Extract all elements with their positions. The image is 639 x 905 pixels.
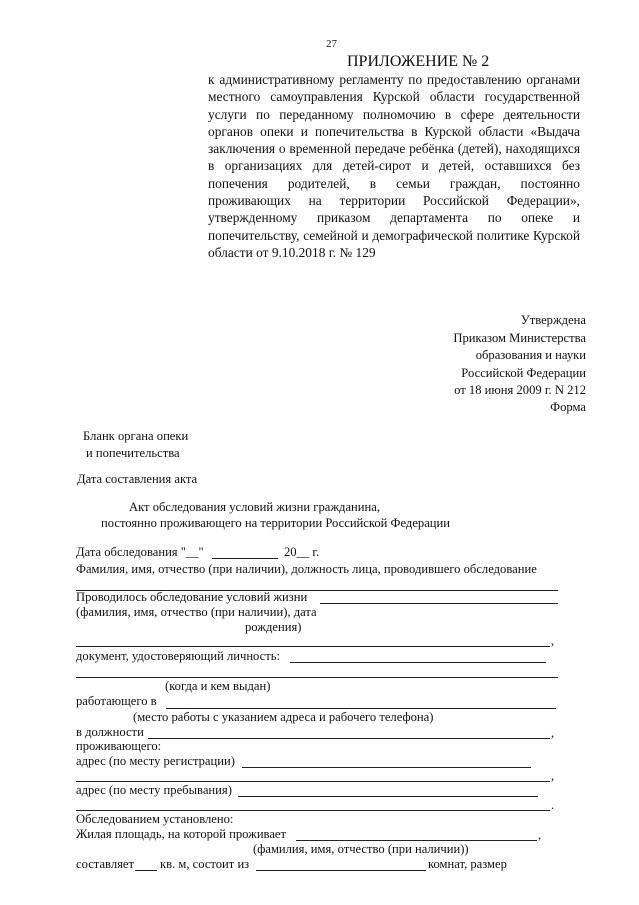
approval-block bbox=[453, 312, 586, 400]
act-title-line1: Акт обследования условий жизни гражданина, bbox=[129, 500, 380, 514]
addr-stay-blank-2[interactable] bbox=[76, 810, 550, 811]
exam-date-year: 20__ г. bbox=[284, 545, 320, 559]
page-number: 27 bbox=[326, 38, 337, 50]
conducted-blank[interactable] bbox=[320, 603, 558, 604]
id-document-blank[interactable] bbox=[290, 662, 546, 663]
rooms-blank[interactable] bbox=[256, 870, 426, 871]
addr-reg-label: адрес (по месту регистрации) bbox=[76, 754, 235, 768]
act-date-label: Дата составления акта bbox=[77, 472, 198, 486]
living-space-blank[interactable] bbox=[296, 840, 537, 841]
workplace-hint: (место работы с указанием адреса и рабочего телефона) bbox=[133, 710, 434, 724]
citizen-blank[interactable] bbox=[76, 646, 550, 647]
area-blank[interactable] bbox=[135, 870, 157, 871]
fio-dob-hint-2: рождения) bbox=[245, 620, 302, 634]
addr-stay-blank[interactable] bbox=[238, 796, 538, 797]
position-blank[interactable] bbox=[148, 738, 550, 739]
act-title-line2: постоянно проживающего на территории Российской Федерации bbox=[101, 516, 451, 530]
comma: , bbox=[551, 634, 555, 648]
fio-dob-hint: (фамилия, имя, отчество (при наличии), дата bbox=[76, 605, 317, 619]
established-label: Обследованием установлено: bbox=[76, 812, 234, 826]
working-label: работающего в bbox=[76, 694, 157, 708]
approval-line: Утверждена bbox=[520, 313, 586, 327]
form-label: Форма bbox=[550, 400, 586, 414]
authority-blank bbox=[83, 428, 188, 462]
conducted-label: Проводилось обследование условий жизни bbox=[76, 590, 308, 604]
position-label: в должности bbox=[76, 725, 144, 739]
appendix-text: к административному регламенту по предоставлению органами местного самоуправления Курской области государственной услуги по переданному полномочию в сфере деятельности органов опеки и попечительства в Курской области «Выдача заключения о временной передаче ребёнка (детей), находящихся в организациях для детей-сирот и детей, оставшихся без попечения родителей, в семьи граждан, постоянно проживающих на территории Российской Федерации», утвержденному приказом департамента по опеке и попечительству, семейной и демографической политике Курской области от 9.10.2018 г. № 129 bbox=[208, 72, 580, 260]
approval-line: Российской Федерации bbox=[461, 365, 586, 380]
fio-hint: (фамилия, имя, отчество (при наличии)) bbox=[253, 842, 469, 856]
approval-line: Приказом Министерства bbox=[453, 330, 586, 345]
addr-stay-label: адрес (по месту пребывания) bbox=[76, 783, 232, 797]
living-space-label: Жилая площадь, на которой проживает bbox=[76, 827, 287, 841]
residing-label: проживающего: bbox=[76, 739, 162, 753]
id-document-label: документ, удостоверяющий личность: bbox=[76, 649, 281, 663]
amount-prefix: составляет bbox=[76, 857, 134, 871]
comma: , bbox=[551, 726, 555, 740]
exam-date-blank[interactable] bbox=[212, 558, 278, 559]
addr-reg-blank[interactable] bbox=[242, 767, 531, 768]
appendix-title: ПРИЛОЖЕНИЕ № 2 bbox=[347, 53, 490, 70]
workplace-blank[interactable] bbox=[166, 708, 556, 709]
issued-by-hint: (когда и кем выдан) bbox=[165, 679, 271, 693]
approval-line: от 18 июня 2009 г. N 212 bbox=[454, 383, 586, 397]
exam-date-label: Дата обследования "__" bbox=[76, 545, 204, 559]
area-unit-label: кв. м, состоит из bbox=[160, 857, 250, 871]
rooms-label: комнат, размер bbox=[428, 857, 507, 871]
authority-blank-line: и попечительства bbox=[86, 446, 180, 460]
period: . bbox=[551, 798, 555, 812]
id-document-blank-2[interactable] bbox=[76, 677, 558, 678]
comma: , bbox=[538, 828, 542, 842]
approval-line: образования и науки bbox=[475, 348, 586, 362]
comma: , bbox=[551, 769, 555, 783]
inspector-label: Фамилия, имя, отчество (при наличии), должность лица, проводившего обследование bbox=[76, 562, 537, 576]
authority-blank-line: Бланк органа опеки bbox=[83, 429, 189, 443]
addr-reg-blank-2[interactable] bbox=[76, 781, 550, 782]
